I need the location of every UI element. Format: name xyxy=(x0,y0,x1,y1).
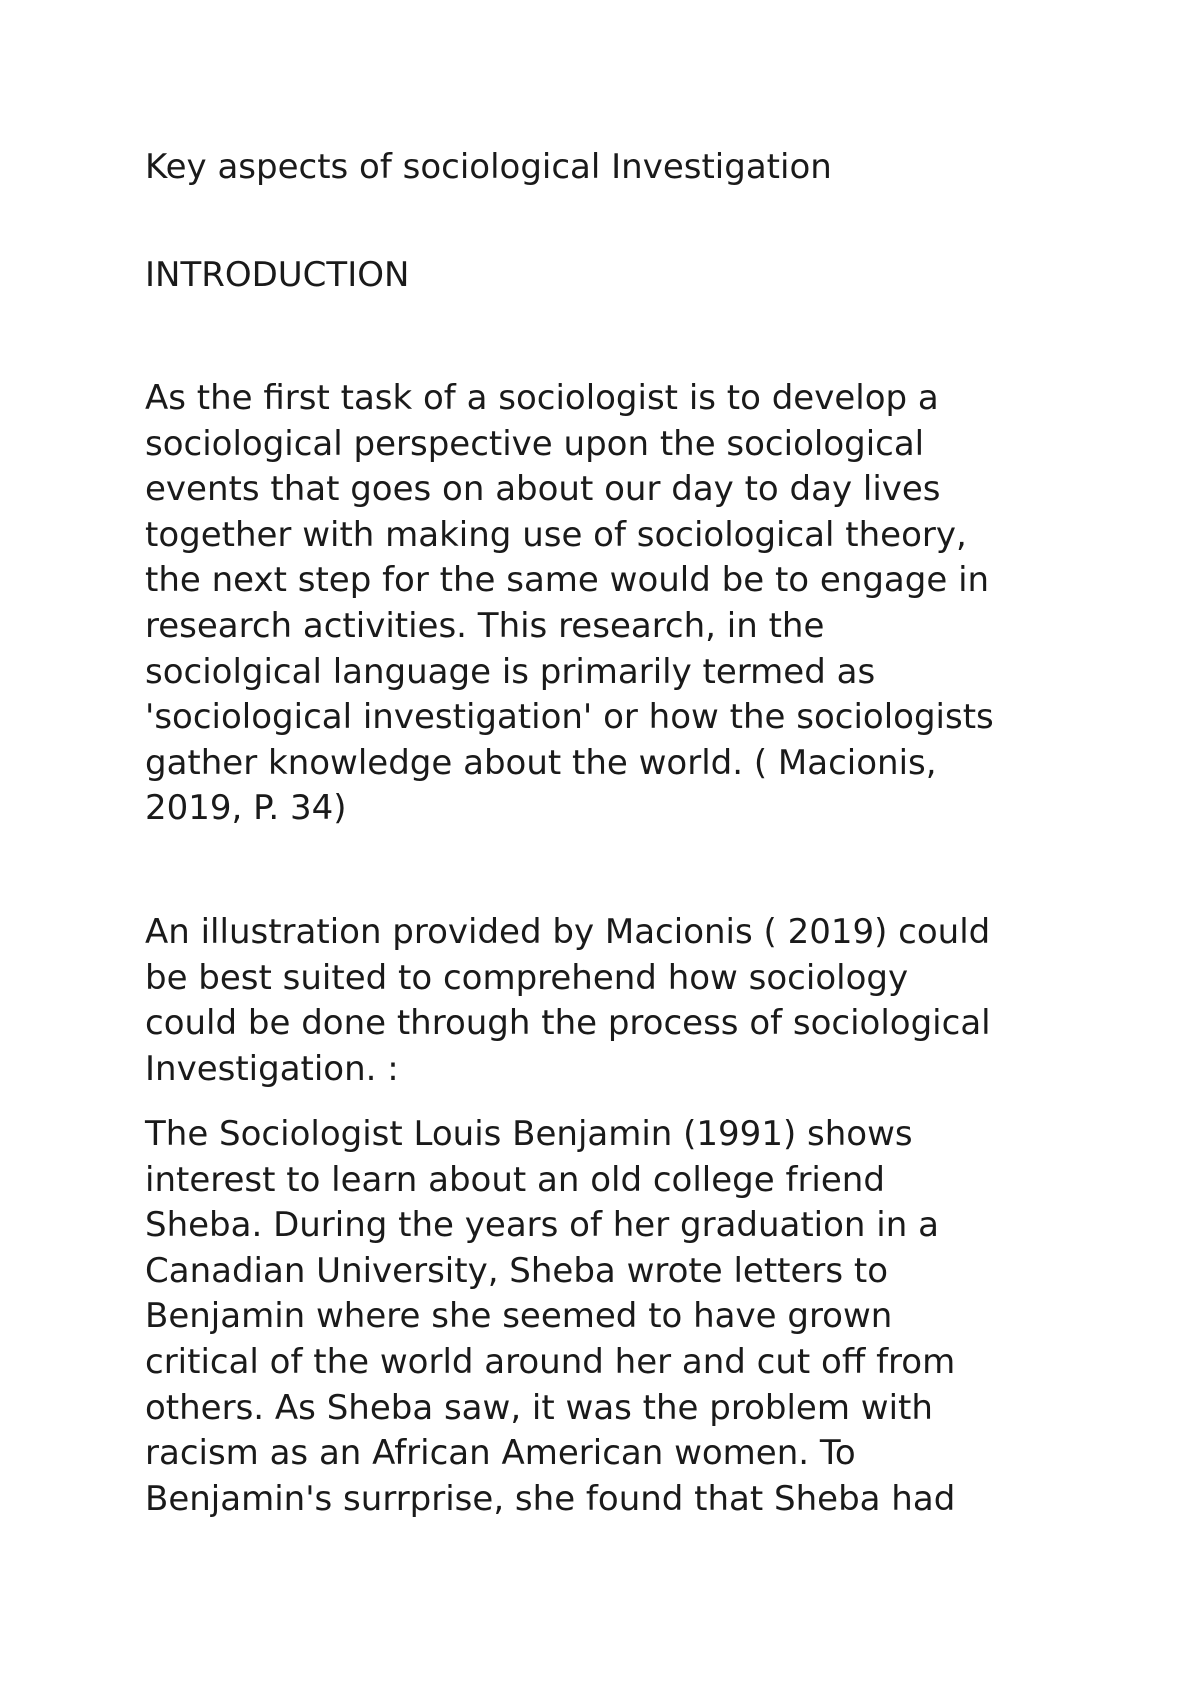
paragraph-line: As the first task of a sociologist is to develop a xyxy=(145,378,939,418)
paragraph-line: interest to learn about an old college friend xyxy=(145,1159,885,1200)
section-heading: INTRODUCTION xyxy=(145,255,410,295)
paragraph-illustration xyxy=(145,910,1085,1092)
paragraph-line: others. As Sheba saw, it was the problem with xyxy=(145,1387,933,1428)
paragraph-line: together with making use of sociological theory, xyxy=(145,514,967,555)
paragraph-line: research activities. This research, in the xyxy=(145,605,825,646)
document-title: Key aspects of sociological Investigation xyxy=(145,147,832,187)
paragraph-line: be best suited to comprehend how sociology xyxy=(145,957,909,998)
paragraph-line: Sheba. During the years of her graduation in a xyxy=(145,1205,939,1246)
paragraph-line: Benjamin where she seemed to have grown xyxy=(145,1296,893,1337)
paragraph-line: could be done through the process of sociological xyxy=(145,1003,991,1044)
paragraph-line: sociological perspective upon the sociological xyxy=(145,423,925,464)
paragraph-line: events that goes on about our day to day lives xyxy=(145,469,941,510)
paragraph-line: gather knowledge about the world. ( Macionis, xyxy=(145,742,937,783)
paragraph-line: An illustration provided by Macionis ( 2019) could xyxy=(145,912,991,952)
paragraph-line: 'sociological investigation' or how the sociologists xyxy=(145,697,994,738)
paragraph-benjamin-example xyxy=(145,1112,1085,1522)
paragraph-line: Investigation. : xyxy=(145,1048,399,1089)
paragraph-line: 2019, P. 34) xyxy=(145,788,347,829)
paragraph-intro xyxy=(145,376,1085,832)
paragraph-line: Canadian University, Sheba wrote letters to xyxy=(145,1250,889,1291)
paragraph-line: Benjamin's surrprise, she found that Sheba had xyxy=(145,1478,956,1519)
paragraph-line: sociolgical language is primarily termed as xyxy=(145,651,876,692)
paragraph-line: critical of the world around her and cut off from xyxy=(145,1341,956,1382)
paragraph-line: The Sociologist Louis Benjamin (1991) shows xyxy=(145,1114,913,1154)
paragraph-line: racism as an African American women. To xyxy=(145,1433,856,1474)
paragraph-line: the next step for the same would be to engage in xyxy=(145,560,990,601)
